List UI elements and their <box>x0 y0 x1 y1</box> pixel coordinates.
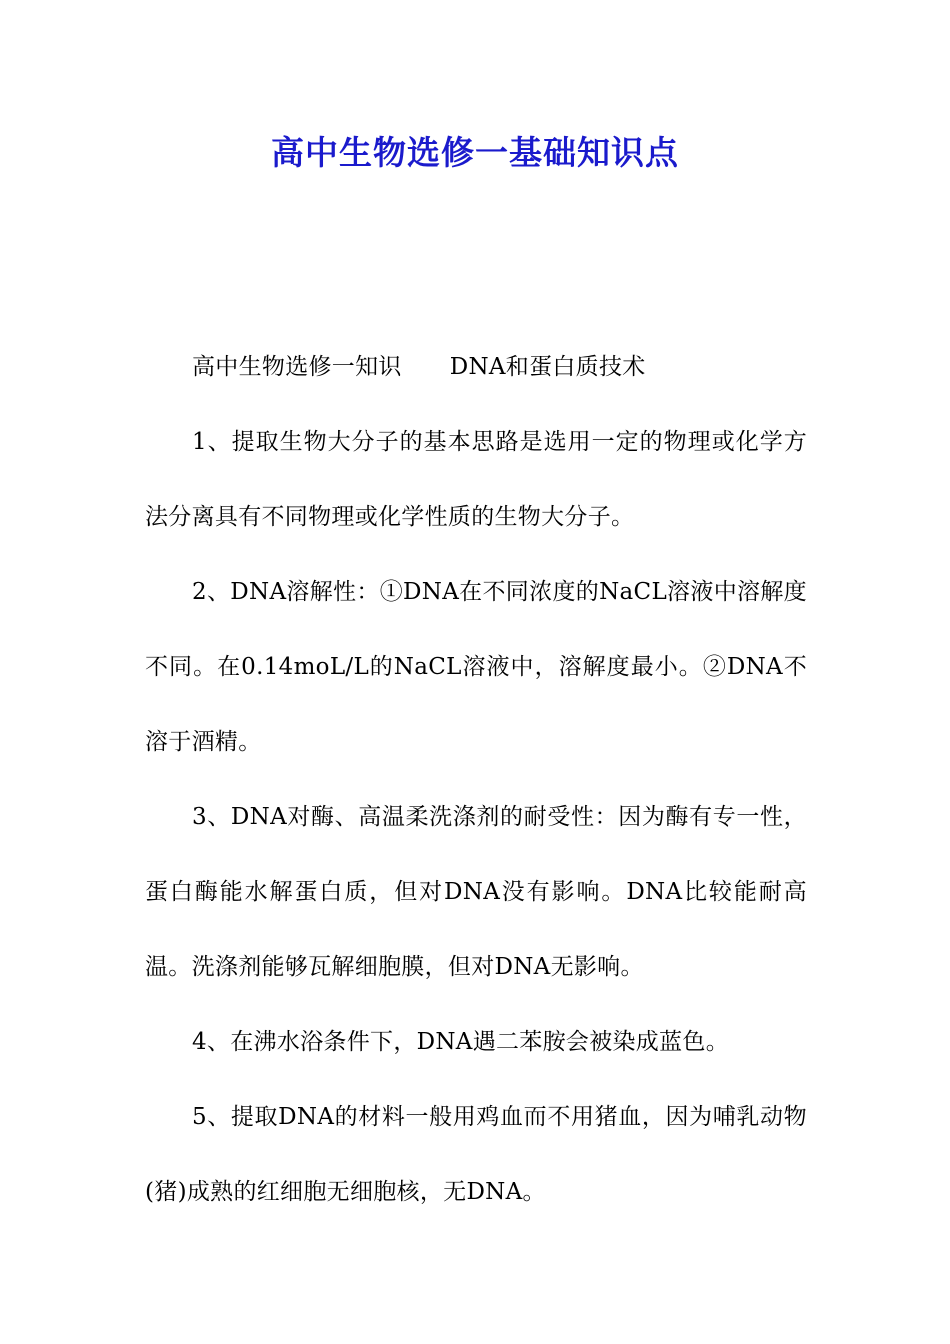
section-heading-topic: DNA和蛋白质技术 <box>449 354 646 380</box>
paragraph-2: 2、DNA溶解性：①DNA在不同浓度的NaCL溶液中溶解度不同。在0.14moL/L的NaCL溶液中，溶解度最小。②DNA不溶于酒精。 <box>145 579 807 755</box>
paragraph-4: 4、在沸水浴条件下，DNA遇二苯胺会被染成蓝色。 <box>192 1029 730 1055</box>
section-heading <box>145 330 807 405</box>
document-title: 高中生物选修一基础知识点 <box>271 133 679 172</box>
paragraph-5: 5、提取DNA的材料一般用鸡血而不用猪血，因为哺乳动物(猪)成熟的红细胞无细胞核，无DNA。 <box>145 1104 807 1205</box>
paragraph-3: 3、DNA对酶、高温柔洗涤剂的耐受性：因为酶有专一性，蛋白酶能水解蛋白质，但对DNA没有影响。DNA比较能耐高温。洗涤剂能够瓦解细胞膜，但对DNA无影响。 <box>145 804 807 980</box>
document-body <box>145 330 807 1230</box>
section-heading-course: 高中生物选修一知识 <box>192 354 402 380</box>
paragraph-1: 1、提取生物大分子的基本思路是选用一定的物理或化学方法分离具有不同物理或化学性质的生物大分子。 <box>145 429 807 530</box>
